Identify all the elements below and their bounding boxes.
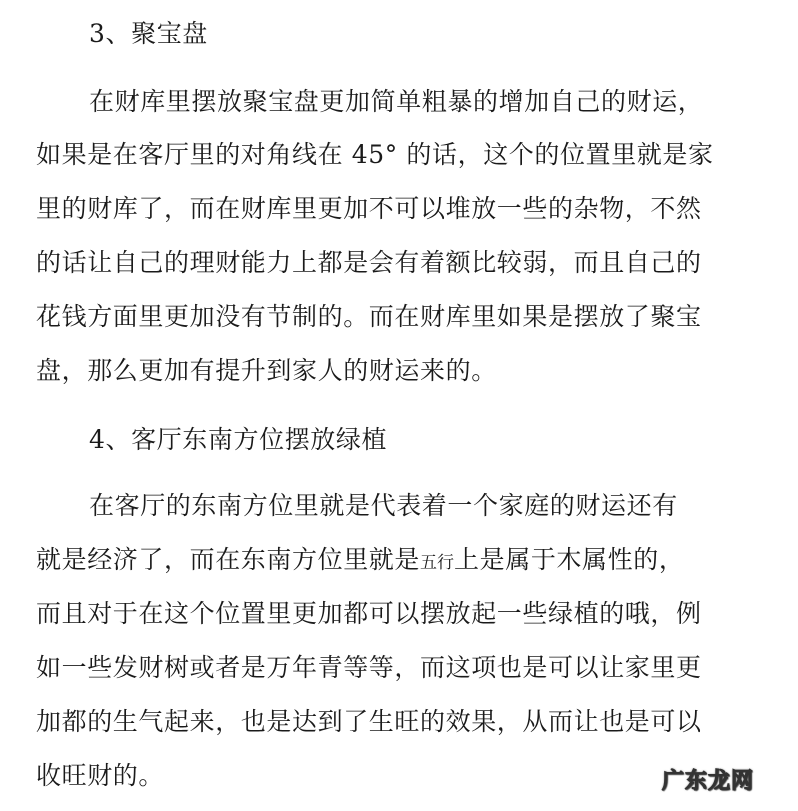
- paragraph-line: 花钱方面里更加没有节制的。而在财库里如果是摆放了聚宝: [36, 302, 702, 331]
- paragraph-line: 如一些发财树或者是万年青等等，而这项也是可以让家里更: [36, 653, 702, 682]
- paragraph-line: 盘，那么更加有提升到家人的财运来的。: [36, 356, 497, 385]
- watermark-logo: 广东龙网: [662, 769, 755, 794]
- paragraph-line: 如果是在客厅里的对角线在 45° 的话，这个的位置里就是家: [36, 140, 714, 169]
- text-segment: 就是经济了，而在东南方位里就是: [36, 545, 421, 574]
- paragraph-line: 在财库里摆放聚宝盘更加简单粗暴的增加自己的财运，: [89, 87, 704, 116]
- paragraph-line: 加都的生气起来，也是达到了生旺的效果，从而让也是可以: [36, 707, 702, 736]
- paragraph-line: 收旺财的。: [36, 761, 165, 790]
- paragraph-line: 在客厅的东南方位里就是代表着一个家庭的财运还有: [89, 491, 678, 520]
- text-segment-small: 五行: [420, 553, 455, 573]
- paragraph-line: 的话让自己的理财能力上都是会有着额比较弱，而且自己的: [36, 248, 702, 277]
- section-heading-3: 3、聚宝盘: [89, 19, 208, 48]
- section-heading-4: 4、客厅东南方位摆放绿植: [89, 425, 388, 454]
- text-segment: 上是属于木属性的，: [454, 545, 685, 574]
- paragraph-line: 而且对于在这个位置里更加都可以摆放起一些绿植的哦，例: [36, 599, 702, 628]
- paragraph-line: 里的财库了，而在财库里更加不可以堆放一些的杂物，不然: [36, 194, 702, 223]
- paragraph-line: [36, 544, 766, 579]
